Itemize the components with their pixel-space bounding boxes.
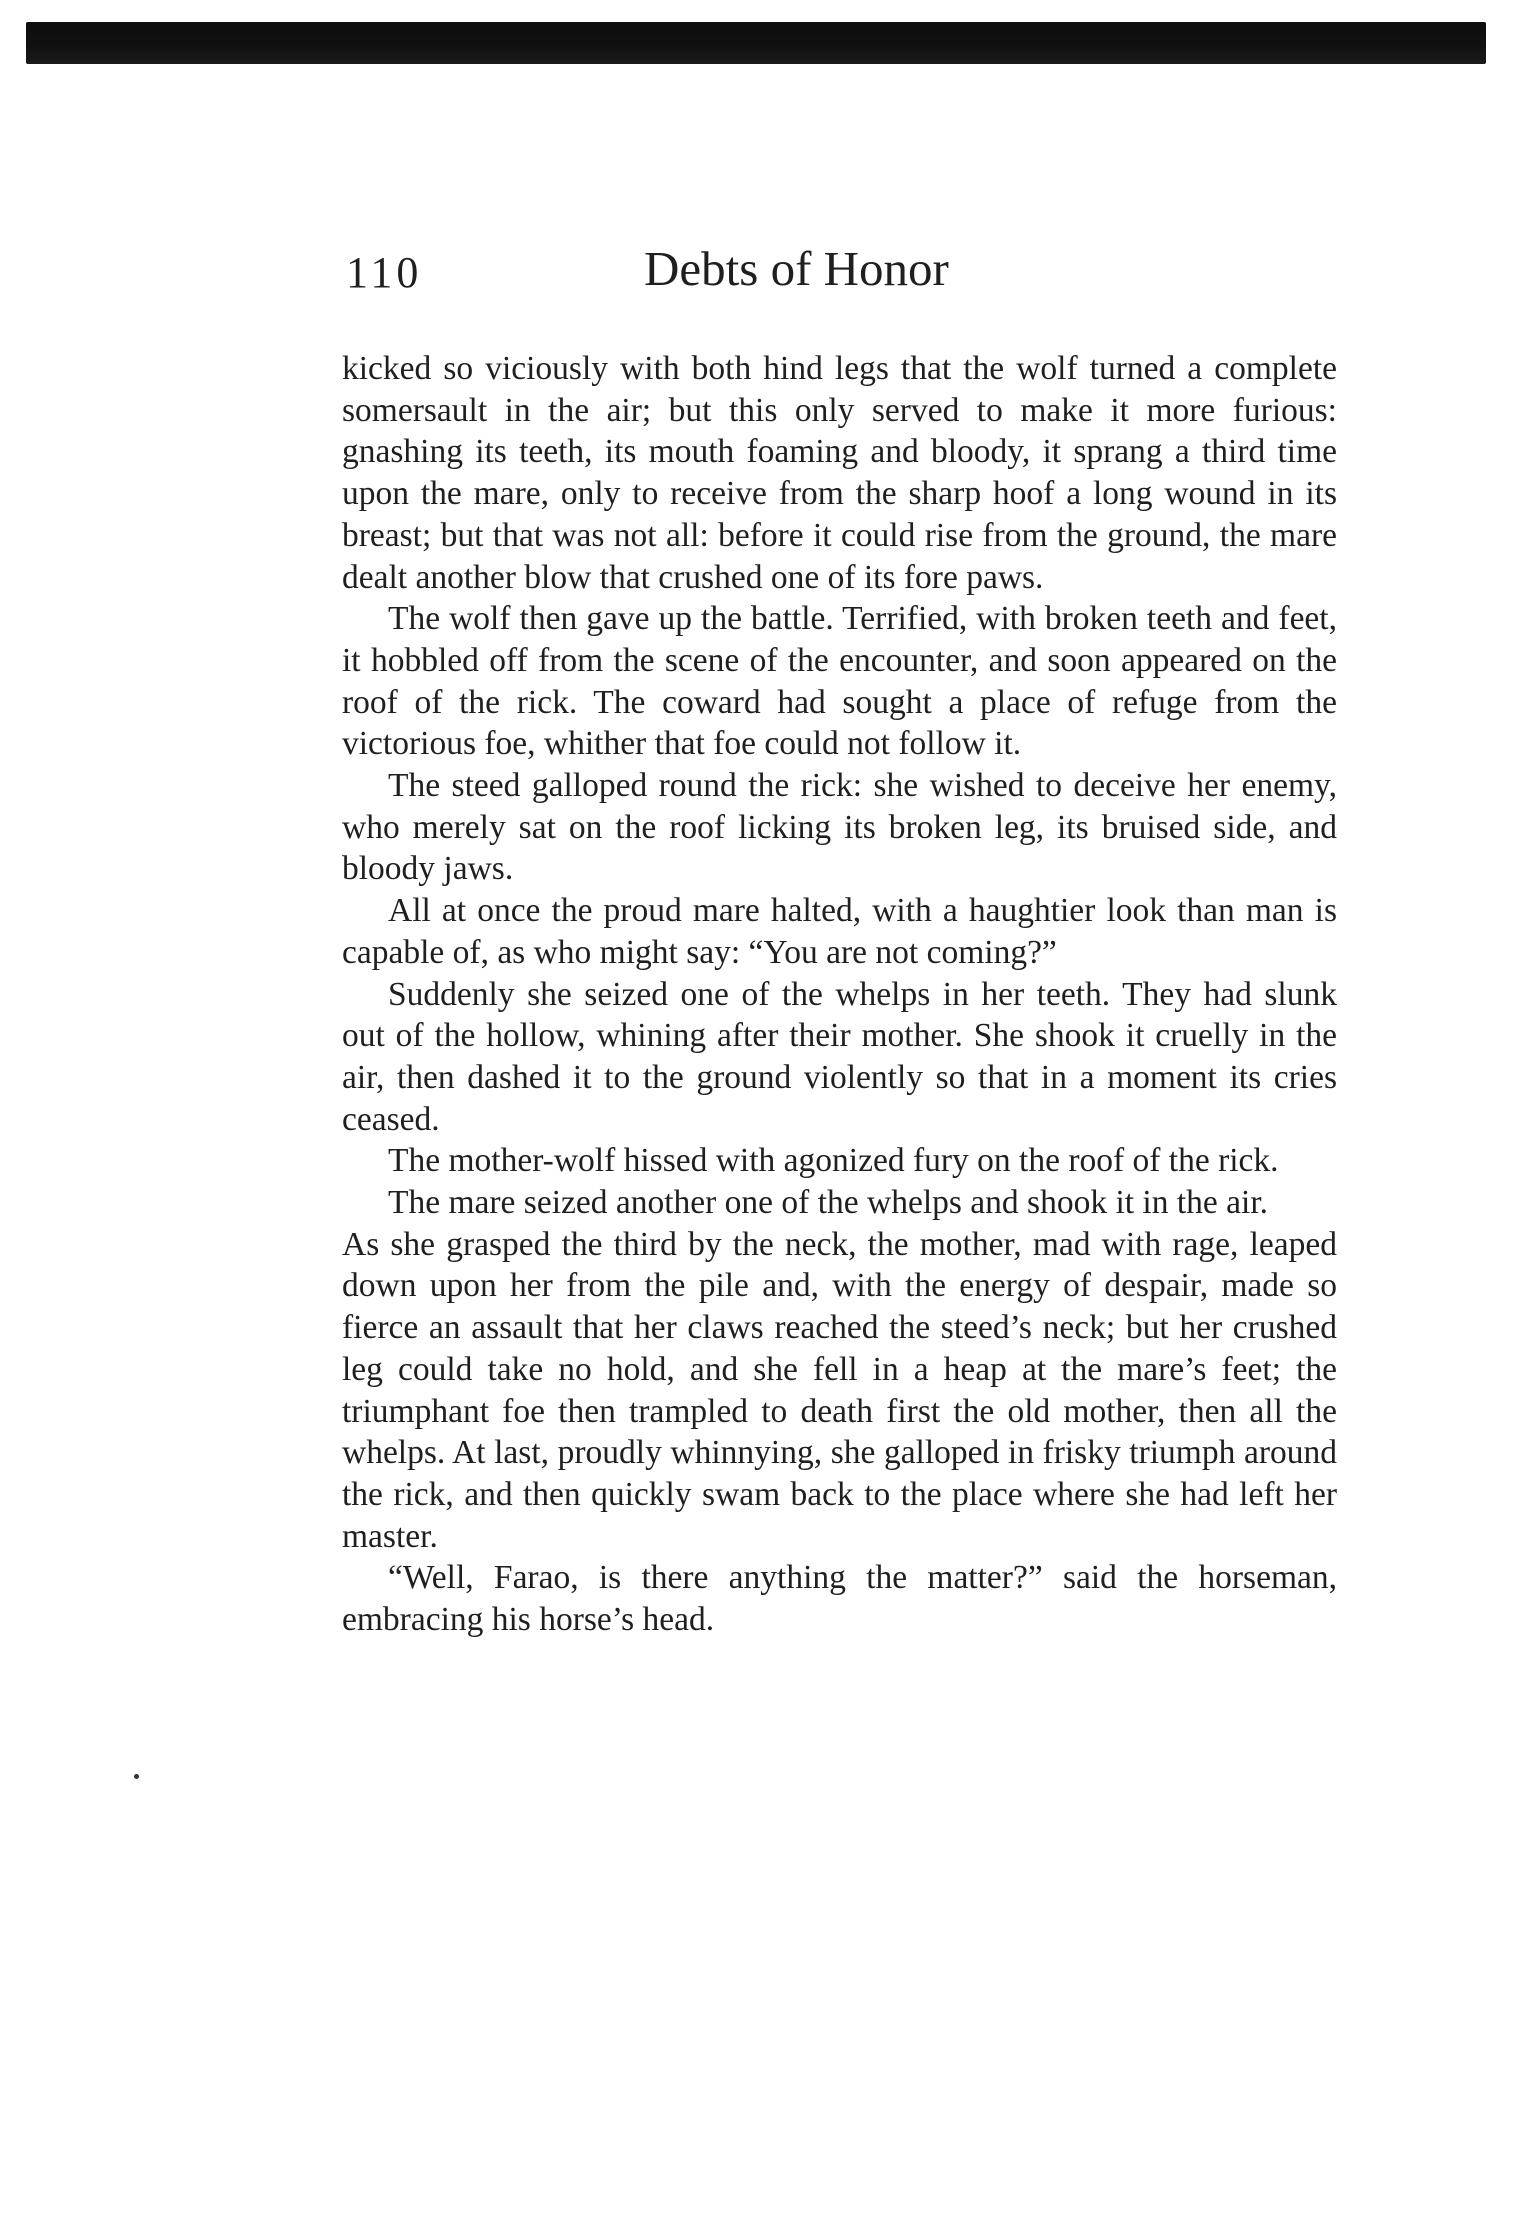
- paragraph: As she grasped the third by the neck, the mother, mad with rage, leaped down upon her from the pile and, with the energy of despair, made so fierce an assault that her claws reached the steed’s neck; but her crushed leg could take no hold, and she fell in a heap at the mare’s feet; the triumphant foe then trampled to death first the old mother, then all the whelps. At last, proudly whinnying, she galloped in frisky triumph around the rick, and then quickly swam back to the place where she had left her master.: [342, 1225, 1337, 1555]
- paragraph: Suddenly she seized one of the whelps in her teeth. They had slunk out of the hollow, whining after their mother. She shook it cruelly in the air, then dashed it to the ground violently so that in a moment its cries ceased.: [342, 975, 1337, 1138]
- paragraph: All at once the proud mare halted, with a haughtier look than man is capable of, as who might say: “You are not coming?”: [342, 892, 1337, 971]
- scan-edge-bar: [26, 22, 1486, 64]
- paragraph: The mare seized another one of the whelps and shook it in the air.: [388, 1184, 1269, 1222]
- paragraph: “Well, Farao, is there anything the matter?” said the horseman, embracing his horse’s head.: [342, 1559, 1337, 1639]
- running-head-title: Debts of Honor: [644, 241, 949, 296]
- paragraph: kicked so viciously with both hind legs that the wolf turned a complete somersault in the air; but this only served to make it more furious: gnashing its teeth, its mouth foaming and bloody, it sprang a third time upon the mare, only to receive from the sharp hoof a long wound in its breast; but that was not all: before it could rise from the ground, the mare dealt another blow that crushed one of its fore paws.: [342, 350, 1337, 596]
- paragraph: The wolf then gave up the battle. Terrified, with broken teeth and feet, it hobbled off from the scene of the encounter, and soon appeared on the roof of the rick. The coward had sought a place of refuge from the victorious foe, whither that foe could not follow it.: [342, 600, 1337, 763]
- paragraph: The steed galloped round the rick: she wished to deceive her enemy, who merely sat on the roof licking its broken leg, its bruised side, and bloody jaws.: [342, 767, 1337, 888]
- scan-speck: [134, 1774, 139, 1779]
- paragraph: The mother-wolf hissed with agonized fury on the roof of the rick.: [388, 1142, 1279, 1180]
- page-number: 110: [346, 248, 423, 297]
- body-text: [342, 348, 1337, 1641]
